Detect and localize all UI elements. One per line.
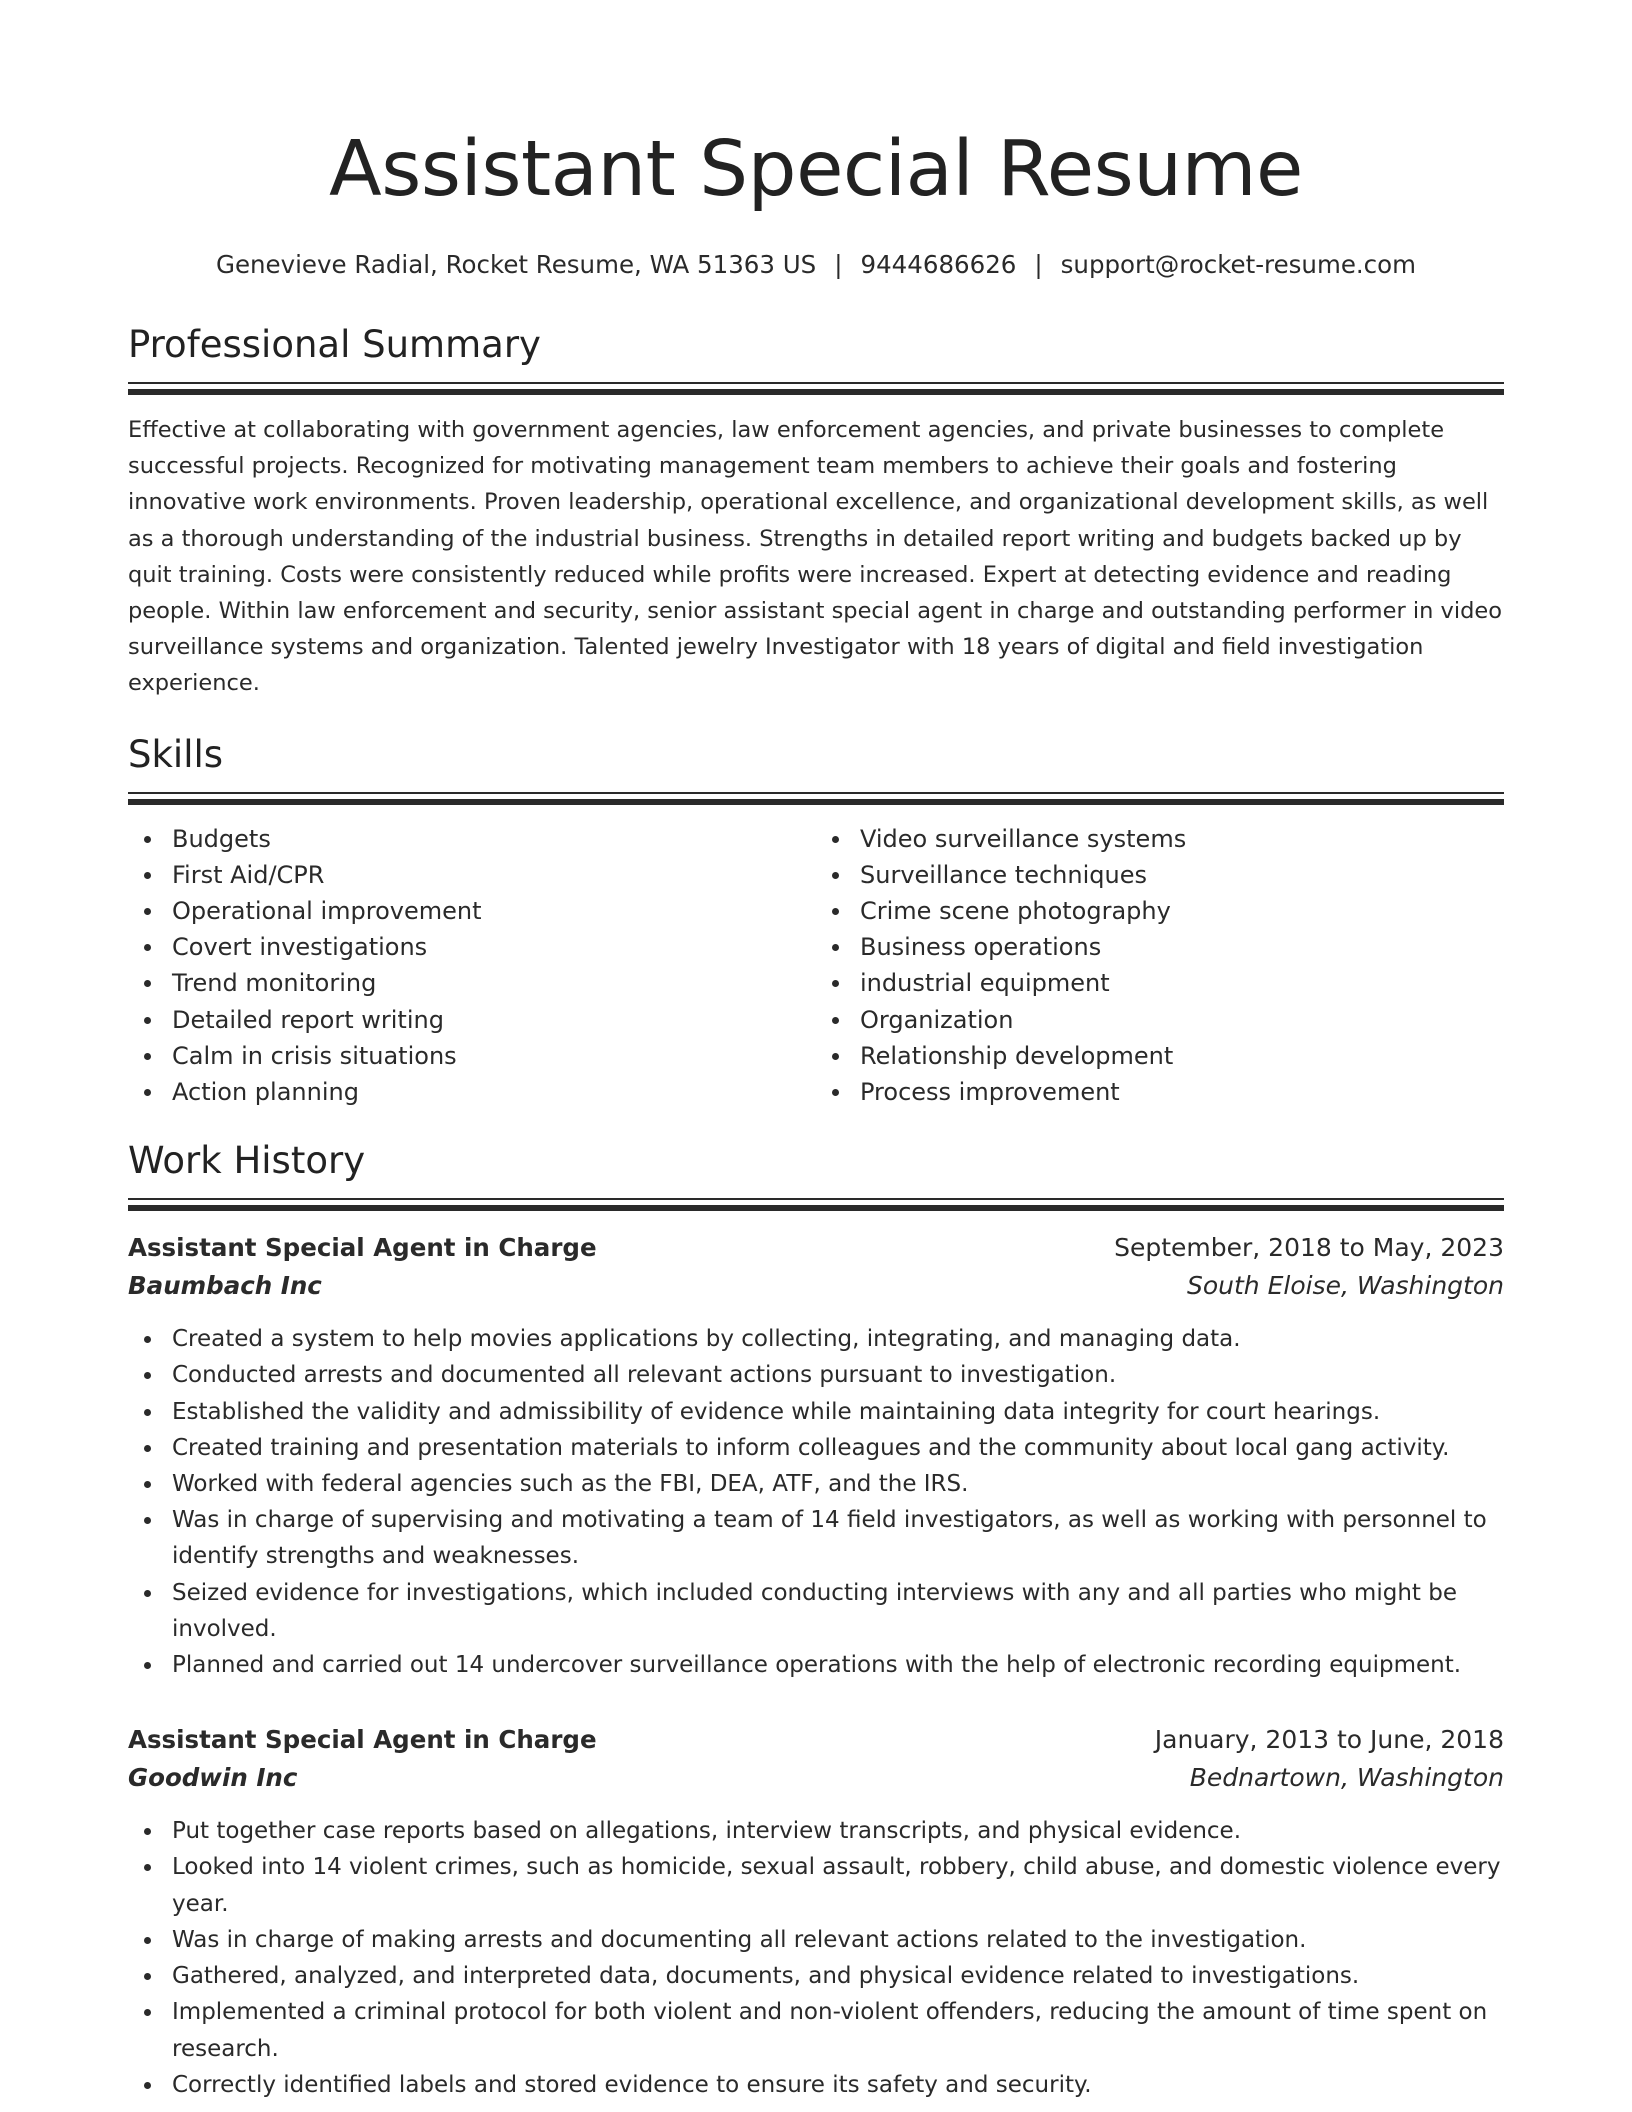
resume-page [128, 0, 1504, 2103]
duty-item: Planned and carried out 14 undercover surveillance operations with the help of electronic recording equipment. [172, 1647, 1504, 1683]
skills-column-right [816, 821, 1504, 1111]
job-duties [128, 1813, 1504, 2103]
duty-item: Established the validity and admissibility of evidence while maintaining data integrity for court hearings. [172, 1394, 1504, 1430]
duty-item: Worked with federal agencies such as the FBI, DEA, ATF, and the IRS. [172, 1466, 1504, 1502]
section-divider [128, 1198, 1504, 1200]
duty-item: Looked into 14 violent crimes, such as homicide, sexual assault, robbery, child abuse, and domestic violence every year. [172, 1849, 1504, 1921]
section-divider [128, 792, 1504, 794]
job-header [128, 1229, 1504, 1267]
job-dates: January, 2013 to June, 2018 [1154, 1725, 1504, 1755]
skill-item: Budgets [172, 821, 816, 857]
skill-item: Covert investigations [172, 929, 816, 965]
job-subheader [128, 1759, 1504, 1797]
skill-item: Organization [860, 1002, 1504, 1038]
skills-section [128, 730, 1504, 1111]
contact-separator: | [1034, 250, 1043, 279]
duty-item: Correctly identified labels and stored evidence to ensure its safety and security. [172, 2067, 1504, 2103]
skill-item: industrial equipment [860, 965, 1504, 1001]
job-company: Baumbach Inc [128, 1271, 322, 1301]
job-entry [128, 1721, 1504, 2103]
contact-phone: 9444686626 [860, 250, 1017, 279]
job-dates: September, 2018 to May, 2023 [1114, 1233, 1504, 1263]
duty-item: Was in charge of making arrests and documenting all relevant actions related to the investigation. [172, 1922, 1504, 1958]
duty-item: Put together case reports based on allegations, interview transcripts, and physical evidence. [172, 1813, 1504, 1849]
skill-item: Trend monitoring [172, 965, 816, 1001]
skill-item: Process improvement [860, 1074, 1504, 1110]
work-history-section [128, 1136, 1504, 2103]
duty-item: Implemented a criminal protocol for both violent and non-violent offenders, reducing the amount of time spent on research. [172, 1994, 1504, 2066]
job-subheader [128, 1267, 1504, 1305]
duty-item: Gathered, analyzed, and interpreted data, documents, and physical evidence related to investigations. [172, 1958, 1504, 1994]
job-location: Bednartown, Washington [1189, 1763, 1504, 1793]
skill-item: Video surveillance systems [860, 821, 1504, 857]
skill-item: Operational improvement [172, 893, 816, 929]
job-company: Goodwin Inc [128, 1763, 298, 1793]
section-divider-thick [128, 389, 1504, 395]
duty-item: Was in charge of supervising and motivating a team of 14 field investigators, as well as working with personnel to identify strengths and weaknesses. [172, 1502, 1504, 1574]
contact-separator: | [834, 250, 843, 279]
contact-line [128, 248, 1504, 282]
duty-item: Created a system to help movies applications by collecting, integrating, and managing data. [172, 1321, 1504, 1357]
section-divider [128, 382, 1504, 384]
job-entry [128, 1229, 1504, 1683]
job-title: Assistant Special Agent in Charge [128, 1233, 597, 1263]
duty-item: Conducted arrests and documented all relevant actions pursuant to investigation. [172, 1357, 1504, 1393]
contact-address: Genevieve Radial, Rocket Resume, WA 51363 US [215, 250, 817, 279]
duty-item: Seized evidence for investigations, which included conducting interviews with any and all parties who might be involved. [172, 1575, 1504, 1647]
section-heading-skills: Skills [128, 732, 224, 776]
skill-item: Detailed report writing [172, 1002, 816, 1038]
section-heading-summary: Professional Summary [128, 323, 541, 366]
skill-item: First Aid/CPR [172, 857, 816, 893]
skill-item: Calm in crisis situations [172, 1038, 816, 1074]
duty-item: Created training and presentation materials to inform colleagues and the community about local gang activity. [172, 1430, 1504, 1466]
skill-item: Surveillance techniques [860, 857, 1504, 893]
summary-text: Effective at collaborating with government agencies, law enforcement agencies, and private businesses to complete successful projects. Recognized for motivating management team members to achieve their goals and fostering innovative work environments. Proven leadership, operational excellence, and organizational development skills, as well as a thorough understanding of the industrial business. Strengths in detailed report writing and budgets backed up by quit training. Costs were consistently reduced while profits were increased. Expert at detecting evidence and reading people. Within law enforcement and security, senior assistant special agent in charge and outstanding performer in video surveillance systems and organization. Talented jewelry Investigator with 18 years of digital and field investigation experience. [128, 417, 1502, 697]
section-divider-thick [128, 1205, 1504, 1211]
section-heading-work-history: Work History [128, 1139, 366, 1183]
contact-email: support@rocket-resume.com [1060, 250, 1417, 279]
resume-title: Assistant Special Resume [329, 125, 1303, 214]
skill-item: Action planning [172, 1074, 816, 1110]
skills-column-left [128, 821, 816, 1111]
section-divider-thick [128, 799, 1504, 805]
professional-summary-section [128, 320, 1504, 702]
job-title: Assistant Special Agent in Charge [128, 1725, 597, 1755]
job-duties [128, 1321, 1504, 1683]
job-header [128, 1721, 1504, 1759]
skill-item: Crime scene photography [860, 893, 1504, 929]
skill-item: Relationship development [860, 1038, 1504, 1074]
job-location: South Eloise, Washington [1186, 1271, 1504, 1301]
skill-item: Business operations [860, 929, 1504, 965]
skills-grid [128, 821, 1504, 1111]
